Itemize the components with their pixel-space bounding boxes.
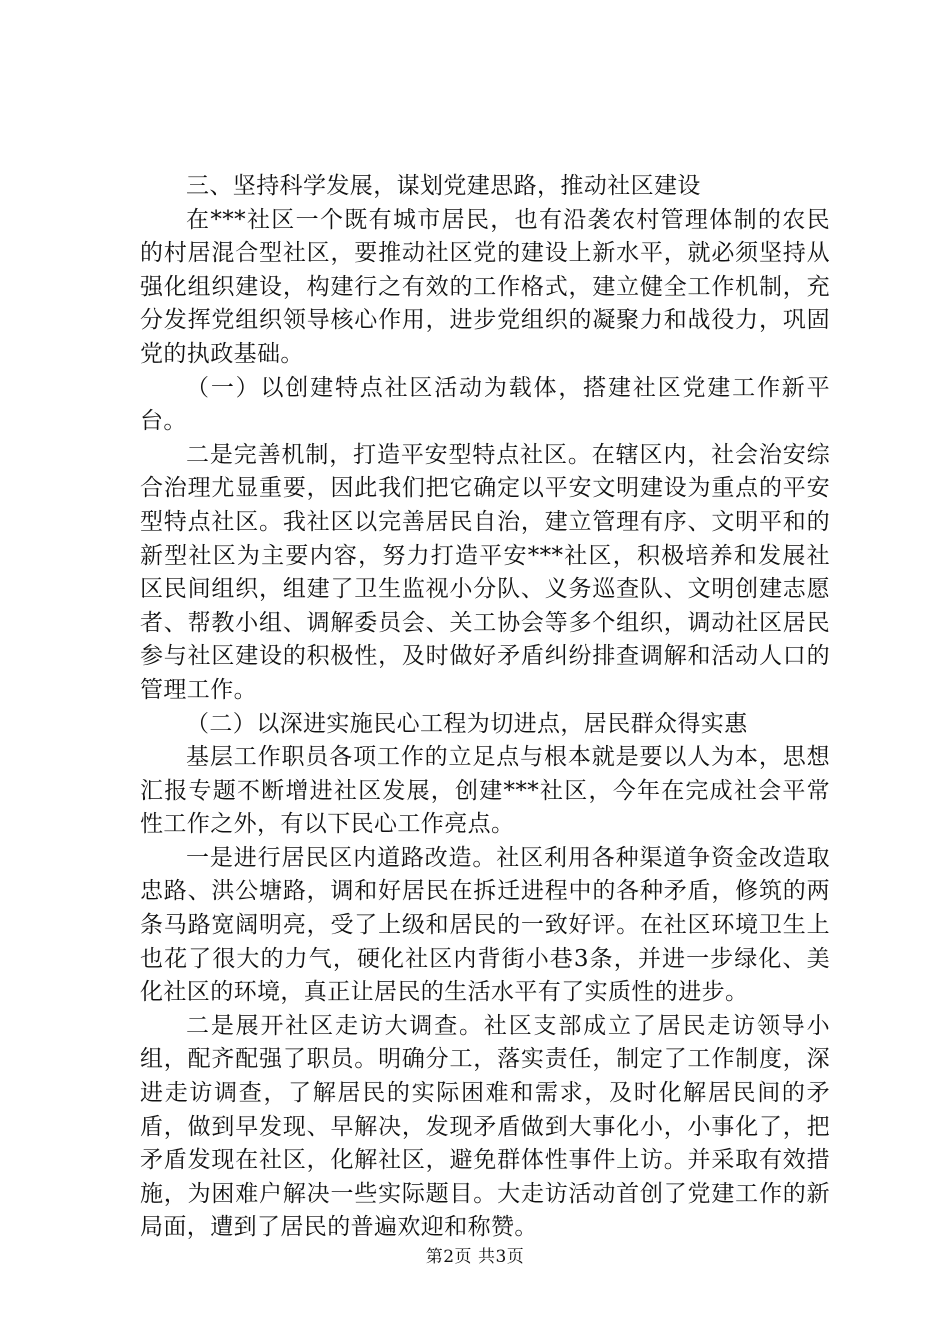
subsection-heading-2: （二）以深进实施民心工程为切进点，居民群众得实惠 xyxy=(186,710,748,737)
paragraph-road-renovation: 一是进行居民区内道路改造。社区利用各种渠道争资金改造取忠路、洪公塘路，调和好居民在拆迁进程中的各种矛盾，修筑的两条马路宽阔明亮，受了上级和居民的一致好评。在社区环境卫生上也花了很大的力气，硬化社区内背街小巷3条，并进一步绿化、美化社区的环境，真正让居民的生活水平有了实质性的进步。 xyxy=(140,844,830,1006)
paragraph-intro: 在***社区一个既有城市居民，也有沿袭农村管理体制的农民的村居混合型社区，要推动社区党的建设上新水平，就必须坚持从强化组织建设，构建行之有效的工作格式，建立健全工作机制，充分发挥党组织领导核心作用，进步党组织的凝聚力和战役力，巩固党的执政基础。 xyxy=(140,206,830,367)
document-body xyxy=(140,170,830,1245)
subsection-heading-1: （一）以创建特点社区活动为载体，搭建社区党建工作新平台。 xyxy=(140,374,830,435)
page-number-footer: 第2页 共3页 xyxy=(425,1247,525,1267)
paragraph-visit-survey: 二是展开社区走访大调查。社区支部成立了居民走访领导小组，配齐配强了职员。明确分工，落实责任，制定了工作制度，深进走访调查，了解居民的实际困难和需求，及时化解居民间的矛盾，做到早发现、早解决，发现矛盾做到大事化小，小事化了，把矛盾发现在社区，化解社区，避免群体性事件上访。并采取有效措施，为困难户解决一些实际题目。大走访活动首创了党建工作的新局面，遭到了居民的普遍欢迎和称赞。 xyxy=(140,1012,830,1241)
paragraph-grassroots: 基层工作职员各项工作的立足点与根本就是要以人为本，思想汇报专题不断增进社区发展，创建***社区，今年在完成社会平常性工作之外，有以下民心工作亮点。 xyxy=(140,744,830,838)
paragraph-mechanism: 二是完善机制，打造平安型特点社区。在辖区内，社会治安综合治理尤显重要，因此我们把它确定以平安文明建设为重点的平安型特点社区。我社区以完善居民自治，建立管理有序、文明平和的新型社区为主要内容，努力打造平安***社区，积极培养和发展社区民间组织，组建了卫生监视小分队、义务巡查队、文明创建志愿者、帮教小组、调解委员会、关工协会等多个组织，调动社区居民参与社区建设的积极性，及时做好矛盾纠纷排查调解和活动人口的管理工作。 xyxy=(140,441,830,703)
section-heading: 三、坚持科学发展，谋划党建思路，推动社区建设 xyxy=(186,173,701,199)
